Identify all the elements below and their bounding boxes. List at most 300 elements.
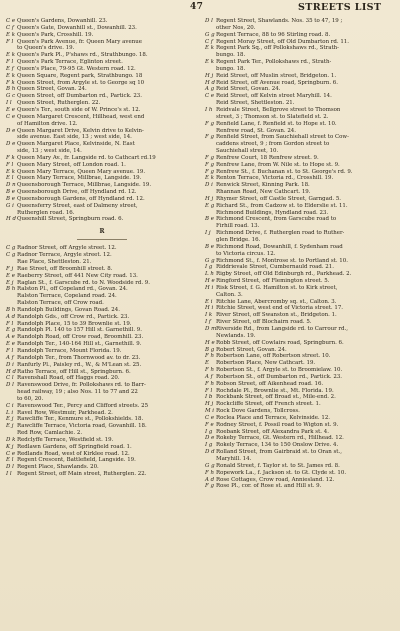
grid-reference: C g (6, 245, 16, 252)
street-text: Richmond St., f. Montrose st. to Portland st. 10. (216, 257, 348, 264)
street-entry (205, 415, 397, 422)
street-entry (205, 121, 397, 128)
street-text: of Hamilton drive. 12. (17, 120, 78, 127)
street-entry (6, 314, 198, 321)
grid-reference: C e (205, 93, 215, 100)
street-entry (205, 299, 397, 306)
grid-reference: E k (6, 52, 15, 59)
street-text: Renfrew St., f. Buchanan st. to St. George's rd. 9. (216, 168, 353, 175)
grid-reference: F e (205, 421, 214, 428)
street-text: Reid Street, off Avenue road, Springburn. 6. (216, 79, 338, 86)
grid-reference (205, 292, 216, 299)
grid-reference: C f (205, 38, 213, 45)
street-text: Radnor Street, off Argyle street. 12. (17, 245, 117, 252)
street-text: Regent Park Sq., off Pollokshaws rd., Strath- (216, 45, 339, 52)
grid-reference: F l (6, 38, 14, 45)
grid-reference: F l (6, 347, 14, 354)
grid-reference (6, 300, 17, 307)
street-text: Rhannan Road, New Cathcart. 19. (216, 189, 311, 196)
grid-reference: F h (205, 353, 215, 360)
street-entry (205, 319, 397, 326)
street-text: Randolph Gds., off Crow rd., Partick. 23. (17, 313, 130, 320)
grid-reference (205, 251, 216, 258)
grid-reference (6, 389, 17, 396)
grid-reference (205, 128, 216, 135)
grid-reference: C f (6, 24, 14, 31)
grid-reference (205, 25, 216, 32)
street-text: bungo. 18. (216, 65, 246, 72)
street-entry (6, 327, 198, 334)
street-entry (6, 348, 198, 355)
grid-reference (205, 456, 216, 463)
street-entry (6, 196, 198, 203)
street-entry (205, 203, 397, 210)
street-text: Calton. 3. (216, 291, 243, 298)
grid-reference: F h (205, 469, 215, 476)
page-header (0, 2, 400, 16)
grid-reference: I l (6, 471, 12, 478)
grid-reference: L h (205, 271, 214, 278)
grid-reference: D e (6, 141, 16, 148)
street-entry (205, 258, 397, 265)
street-entry (205, 175, 397, 182)
street-text: Randolph Ter., 140-164 Hill st., Garnethill. 9. (17, 341, 142, 348)
street-text: Queen Mary Street, off London road. 1. (17, 161, 126, 168)
grid-reference: B e (205, 243, 214, 250)
grid-reference: E l (6, 175, 14, 182)
grid-reference: F k (6, 154, 15, 161)
street-text: to Queen's drive. 19. (17, 45, 75, 52)
street-entry (205, 470, 397, 477)
street-entry (6, 293, 198, 300)
grid-reference: B e (205, 216, 214, 223)
grid-reference (6, 430, 17, 437)
grid-reference: D i (6, 361, 14, 368)
street-entry (6, 59, 198, 66)
street-entry (6, 252, 198, 259)
street-text: Randolph Road, off Crow road, Broomhill. 23. (17, 334, 144, 341)
street-entry (205, 449, 397, 456)
grid-reference: E f (6, 65, 14, 72)
street-text: Robertson Lane, off Robertson street. 10. (216, 353, 331, 360)
grid-reference: C e (6, 113, 16, 120)
street-text: to Victoria circus. 12. (216, 250, 276, 257)
grid-reference (205, 237, 216, 244)
street-entry (205, 216, 397, 223)
grid-reference (205, 66, 216, 73)
street-entry (6, 107, 198, 114)
street-entry (6, 471, 198, 478)
street-entry (205, 80, 397, 87)
street-entry (205, 374, 397, 381)
street-entry (205, 401, 397, 408)
grid-reference: I g (205, 264, 213, 271)
grid-reference: D l (6, 382, 14, 389)
street-text: Randolph Buildings, Govan Road. 24. (17, 306, 120, 313)
grid-reference: B h (6, 286, 16, 293)
grid-reference: F g (205, 168, 214, 175)
street-entry (205, 305, 397, 312)
street-text: Redlawn Gardens, off Springfield road. 1. (17, 443, 132, 450)
grid-reference: B h (6, 86, 16, 93)
street-entry (6, 66, 198, 73)
grid-reference: C g (6, 252, 16, 259)
grid-reference: C e (6, 450, 16, 457)
grid-reference: E j (6, 416, 14, 423)
street-text: Richmond Road, Dowanhill, f. Sydenham road (216, 243, 343, 250)
grid-reference (6, 210, 17, 217)
street-entry (205, 264, 397, 271)
street-entry (205, 196, 397, 203)
grid-reference (6, 134, 17, 141)
street-entry (205, 73, 397, 80)
grid-reference: L i (6, 409, 14, 416)
street-text: Queenshill Street, Springburn road. 6. (17, 216, 124, 223)
street-entry (205, 59, 397, 66)
grid-reference: C e (6, 18, 16, 24)
street-text: Rock Dove Gardens, Tollcross. (216, 408, 300, 415)
grid-reference: E e (6, 341, 15, 348)
grid-reference: H d (6, 368, 16, 375)
street-entry (6, 369, 198, 376)
street-text: Ralston Pl., off Copeland rd., Govan. 24. (17, 286, 128, 293)
street-text: Robb Street, off Cowlairs road, Springburn. 6. (216, 339, 344, 346)
street-text: Queen Square, Regent park, Strathbungo. 18 (17, 72, 143, 79)
street-entry (205, 292, 397, 299)
street-text: Renton Terrace, Victoria rd., Crosshill. 19. (216, 175, 334, 182)
street-entry (205, 477, 397, 484)
grid-reference: F l (6, 320, 14, 327)
left-column (6, 18, 198, 478)
street-entry (205, 251, 397, 258)
street-text: glen Bridge. 16. (216, 237, 261, 243)
street-entry (205, 32, 397, 39)
grid-reference: D d (205, 449, 215, 456)
street-text: Ralston Terrace, Copeland road. 24. (17, 293, 117, 300)
street-text: Robertson Place, New Cathcart. 19. (216, 360, 316, 367)
street-text: Redlands Road, west of Kirklee road. 12. (17, 450, 130, 457)
street-text: Queen's Gate, Dowanhill st., Dowanhill. 23. (17, 24, 137, 31)
street-text: Rolland Street, from Gairbraid st. to Oran st., (216, 449, 342, 456)
grid-reference: D n (6, 182, 16, 189)
street-text: Regent Crescent, Battlefield, Langside. 19. (17, 457, 136, 464)
street-entry (6, 52, 198, 59)
street-entry (6, 18, 198, 25)
street-entry (205, 340, 397, 347)
street-text: Rockcliffe Street, off French street. 1. (216, 401, 321, 408)
grid-reference: F l (6, 59, 14, 66)
street-text: Richmond Crescent, from Garscube road to (216, 216, 337, 223)
grid-reference (205, 189, 216, 196)
grid-reference: E e (6, 272, 15, 279)
street-entry (6, 86, 198, 93)
grid-reference: E k (6, 72, 15, 79)
section-heading: R (99, 228, 105, 236)
grid-reference: E g (6, 327, 16, 334)
grid-reference: E (205, 360, 209, 367)
street-text: Riverside Rd., from Langside rd. to Carrour rd., (216, 325, 348, 332)
street-text: Newlands. 19. (216, 332, 256, 339)
street-entry (205, 442, 397, 449)
grid-reference: E e (6, 106, 15, 113)
street-text: Rae Street, off Broomhill street. 8. (17, 265, 113, 272)
street-entry (205, 278, 397, 285)
street-entry (205, 189, 397, 196)
street-text: Queen Mary Av., fr. Langside rd. to Cathcart rd.19 (17, 154, 156, 161)
street-text: Rutherglen road. 16. (17, 209, 75, 216)
street-entry (6, 341, 198, 348)
street-text: Risk Street, f. G. Hamilton st. to Kirk street, (216, 284, 338, 291)
street-text: Queen Street, from Argyle st. to George sq 10 (17, 79, 145, 86)
grid-reference: G g (205, 462, 215, 469)
street-entry (6, 73, 198, 80)
street-text: Queen Mary Terrace, Queen Mary avenue. 19. (17, 168, 146, 175)
grid-reference: D i (205, 182, 213, 189)
street-text: River Street, off Blochairn road. 5. (216, 319, 312, 326)
grid-reference: H d (6, 216, 16, 223)
street-text: Rae Place, Shettleston. 21. (17, 259, 92, 265)
street-text: Robertson St., f. Argyle st. to Broomielaw. 10. (216, 367, 343, 374)
street-entry (6, 121, 198, 128)
street-entry (6, 300, 198, 307)
street-text: Regent Moray Street, off Old Dumbarton rd. 11. (216, 38, 349, 45)
street-text: Randolph Place, 15 to 39 Brownlie st. 19. (17, 320, 132, 327)
street-entry (205, 162, 397, 169)
street-entry (6, 162, 198, 169)
grid-reference (205, 210, 216, 217)
street-entry (205, 182, 397, 189)
street-entry (6, 25, 198, 32)
street-entry (6, 444, 198, 451)
street-text: Queen Margaret Drive, Kelvin drive to Kelvin- (17, 127, 144, 134)
grid-reference: F g (205, 154, 214, 161)
street-entry (205, 134, 397, 141)
grid-reference (6, 148, 17, 155)
grid-reference: F g (205, 120, 214, 127)
street-text: Queen Street, off Dumbarton rd., Partick. 23. (17, 93, 142, 100)
street-entry (6, 416, 198, 423)
street-entry (6, 189, 198, 196)
street-entry (6, 128, 198, 135)
street-entry (205, 25, 397, 32)
street-text: Queensborough Drive, off Hyndland rd. 12. (17, 189, 137, 196)
street-text: Rigby Street, off Old Edinburgh rd., Parkhead. 2. (216, 271, 352, 278)
street-text: Rokely Terrace, 134 to 150 Onslow Drive. 4. (216, 442, 339, 449)
street-entry (205, 394, 397, 401)
grid-reference (6, 121, 17, 128)
page-number: 47 (190, 2, 204, 12)
grid-reference: A f (6, 354, 14, 361)
grid-reference: C l (6, 375, 14, 382)
street-entry (205, 347, 397, 354)
street-entry (6, 210, 198, 217)
grid-reference: E k (205, 59, 214, 66)
grid-reference: G g (205, 257, 215, 264)
street-entry (6, 355, 198, 362)
street-entry (6, 114, 198, 121)
grid-reference: G g (205, 31, 215, 38)
grid-reference: E i (205, 298, 213, 305)
street-text: Riddrievale Street, Cumbernauld road. 21. (216, 264, 334, 271)
street-entry (6, 403, 198, 410)
street-text: Reid Street, Govan. 24. (216, 86, 281, 93)
street-text: other Nos, 20. (216, 24, 256, 31)
street-text: Rawcliffe Ter., Kenmure st., Pollokshields. 18. (17, 416, 144, 423)
street-text: Regent Street, off Main street, Rutherglen. 22. (17, 471, 147, 478)
street-text: Richard St., from Cadzow st. to Elderslie st. 11. (216, 202, 348, 209)
street-entry (205, 367, 397, 374)
grid-reference: H i (205, 284, 214, 291)
grid-reference (205, 333, 216, 340)
street-entry (6, 141, 198, 148)
street-text: Red Row, Camlachie. 2. (17, 430, 83, 437)
grid-reference: F j (6, 265, 14, 272)
street-text: Ravenswood Ter., Percy and Clifford streets. 25 (17, 402, 149, 409)
grid-reference (6, 259, 17, 266)
street-text: Reid Street, off Muslin street, Bridgeton. 1. (216, 72, 337, 79)
street-entry (6, 396, 198, 403)
street-text: Renfield Street, from Sauchiehall street to Cow- (216, 134, 349, 141)
grid-reference: F k (6, 79, 15, 86)
grid-reference: H j (205, 401, 214, 408)
street-text: Queensferry Street, east of Dalmeny street, (17, 202, 138, 209)
street-entry (6, 169, 198, 176)
grid-reference: B g (205, 346, 215, 353)
grid-reference: E j (6, 279, 14, 286)
street-text: Rochdale Pl., Brownlie st., Mt. Florida. 19. (216, 387, 334, 394)
street-text: Robson Street, off Aikenhead road. 16. (216, 380, 324, 387)
street-text: Roebank Street, off Alexandra Park st. 4. (216, 428, 329, 435)
street-entry (205, 456, 397, 463)
street-entry (205, 39, 397, 46)
street-entry (6, 175, 198, 182)
street-text: Queen Street, Rutherglen. 22. (17, 100, 101, 107)
grid-reference: H d (205, 79, 215, 86)
grid-reference (205, 141, 216, 148)
street-entry (6, 362, 198, 369)
grid-reference: A d (205, 476, 215, 483)
street-entry (205, 155, 397, 162)
street-entry (205, 381, 397, 388)
grid-reference: H j (205, 195, 214, 202)
street-text: Queen Mary Terrace, Millbrae, Langside. 19. (17, 175, 142, 182)
street-entry (205, 333, 397, 340)
street-entry (6, 148, 198, 155)
street-text: Ralston Terrace, off Crow road. (17, 300, 104, 307)
street-entry (6, 100, 198, 107)
street-text: Rose Pl., cor. of Rose st. and Hill st. 9. (216, 483, 322, 490)
street-entry (6, 32, 198, 39)
grid-reference: D e (6, 127, 16, 134)
street-text: Randolph Terrace, Mount Florida. 19. (17, 347, 122, 354)
grid-reference: B e (6, 195, 15, 202)
grid-reference: I f (205, 319, 211, 326)
street-entry (205, 312, 397, 319)
grid-reference: E l (6, 457, 14, 464)
street-entry (6, 430, 198, 437)
grid-reference: F h (205, 367, 215, 374)
street-entry (205, 114, 397, 121)
street-text: Reid Street, Shettleston. 21. (216, 100, 295, 107)
street-text: Radnor Terrace, Argyle street. 12. (17, 252, 112, 259)
grid-reference: H j (205, 72, 214, 79)
street-entry (6, 375, 198, 382)
grid-reference: B h (6, 306, 16, 313)
street-entry (6, 266, 198, 273)
grid-reference: F h (205, 380, 215, 387)
grid-reference: D l (205, 18, 213, 24)
street-entry (6, 80, 198, 87)
street-text: Reidvale Street, Bellgrove street to Thomson (216, 106, 341, 113)
street-text: caddens street, 9 ; from Gordon street to (216, 141, 330, 148)
street-text: Queen's Park Pl., P'shaws rd., Strathbungo. 18. (17, 52, 148, 59)
street-entry (205, 353, 397, 360)
street-entry (205, 271, 397, 278)
grid-reference (205, 114, 216, 121)
grid-reference: E k (205, 45, 214, 52)
street-text: Ravenshall Road, off Haggs road. 20. (17, 375, 120, 382)
street-entry (205, 223, 397, 230)
street-text: Sauchiehall street, 10. (216, 148, 279, 155)
street-entry (205, 52, 397, 59)
street-entry (6, 451, 198, 458)
street-text: Rokeby Terrace, Gt. Western rd., Hillhead. 12. (216, 435, 344, 442)
grid-reference: D e (205, 435, 215, 442)
street-entry (205, 107, 397, 114)
grid-reference: D l (6, 464, 14, 471)
street-entry (6, 410, 198, 417)
street-entry (205, 483, 397, 490)
street-entry (6, 286, 198, 293)
street-text: head railway, 19 ; also Nos. 11 to 77 and 22 (17, 389, 138, 396)
street-text: Ronald Street, f. Taylor st. to St. James rd. 8. (216, 462, 340, 469)
street-entry (6, 245, 198, 252)
grid-reference: I g (205, 428, 213, 435)
street-entry (205, 169, 397, 176)
grid-reference: I l (6, 100, 12, 107)
street-entry (6, 203, 198, 210)
street-entry (205, 230, 397, 237)
street-entry (205, 388, 397, 395)
street-text: to 60, 20. (17, 395, 44, 402)
grid-reference (6, 396, 17, 403)
street-text: Queen Margaret Crescent, Hillhead, west end (17, 113, 145, 120)
street-entry (6, 93, 198, 100)
street-text: Queen's Ter., south side of W. Prince's st. 12. (17, 106, 141, 113)
street-text: Regent Terrace, 88 to 96 Stirling road. 8. (216, 31, 331, 38)
street-entry (6, 437, 198, 444)
street-entry (205, 285, 397, 292)
street-entry (205, 128, 397, 135)
street-entry (6, 216, 198, 223)
street-text: Renfrew Court, 18 Renfrew street. 9. (216, 154, 319, 161)
street-text: Rose Cottages, Crow road, Anniesland. 12. (216, 476, 335, 483)
grid-reference: C e (205, 414, 215, 421)
street-entry (6, 334, 198, 341)
street-text: Regent Street, Shawlands. Nos. 35 to 47, 19 ; (216, 18, 343, 24)
street-text: Renfrew road, St. Govan. 24. (216, 127, 296, 134)
grid-reference: A e (6, 334, 15, 341)
grid-reference: E j (6, 423, 14, 430)
street-entry (205, 141, 397, 148)
street-text: street, 3 ; Thomson st. to Slatefield st. 2. (216, 113, 329, 120)
street-text: Robertson St., off Dumbarton rd., Partick. 23. (216, 373, 343, 380)
grid-reference: H i (205, 305, 214, 312)
street-text: Redclyffe Terrace, Westfield st. 19. (17, 436, 114, 443)
street-text: Ravenswood Drive, fr. Pollokshaws rd. to Barr- (17, 382, 146, 389)
street-text: Queen's Park Avenue, fr. Queen Mary avenue (17, 38, 142, 45)
street-entry (205, 429, 397, 436)
